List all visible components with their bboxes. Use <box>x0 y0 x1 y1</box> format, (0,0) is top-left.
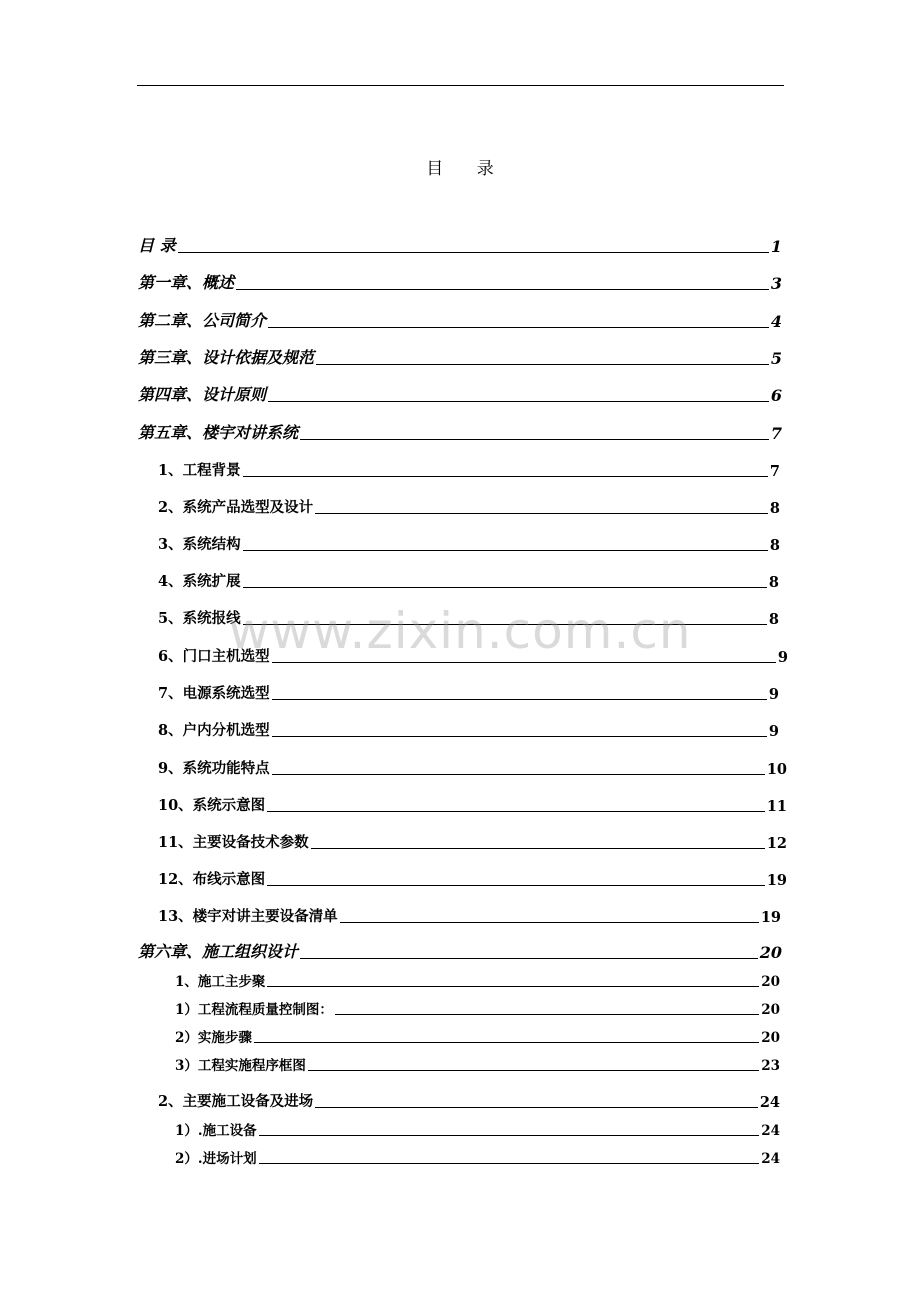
toc-entry-label: 11、主要设备技术参数 <box>158 834 309 851</box>
toc-leader <box>315 1107 758 1108</box>
toc-entry-label: 1、工程背景 <box>158 462 241 479</box>
toc-entry-section-5-8[interactable] <box>158 718 779 740</box>
toc-entry-section-5-4[interactable] <box>158 569 779 591</box>
toc-entry-label: 第三章、设计依据及规范 <box>138 348 315 367</box>
toc-leader <box>315 513 768 514</box>
toc-leader <box>340 922 759 923</box>
toc-entry-label: 4、系统扩展 <box>158 573 241 590</box>
toc-entry-label: 9、系统功能特点 <box>158 760 270 777</box>
toc-entry-label: 1、施工主步聚 <box>175 974 266 990</box>
toc-entry-label: 第五章、楼宇对讲系统 <box>138 423 299 442</box>
toc-entry-page: 19 <box>760 909 781 926</box>
toc-leader <box>335 1014 759 1015</box>
toc-entry-label: 3）工程实施程序框图 <box>175 1058 306 1074</box>
toc-entry-page: 8 <box>769 537 780 554</box>
toc-entry-page: 20 <box>761 1030 780 1046</box>
toc-entry-page: 4 <box>770 312 782 331</box>
toc-leader <box>316 364 769 365</box>
toc-entry-chapter-4[interactable] <box>138 383 782 405</box>
toc-entry-chapter-6[interactable] <box>138 940 782 962</box>
toc-entry-label: 12、布线示意图 <box>158 871 266 888</box>
toc-entry-chapter-1[interactable] <box>138 271 782 293</box>
toc-entry-section-5-2[interactable] <box>158 495 780 517</box>
watermark: www.zixin.com.cn <box>228 602 692 660</box>
toc-entry-label: 5、系统报线 <box>158 610 241 627</box>
toc-entry-label: 2）实施步骤 <box>175 1030 252 1046</box>
toc-leader <box>236 289 769 290</box>
toc-entry-page: 23 <box>761 1058 780 1074</box>
toc-entry-subsection-6-1-3[interactable] <box>175 1052 780 1074</box>
toc-entry-subsection-6-2-1[interactable] <box>175 1117 780 1139</box>
toc-entry-page: 19 <box>766 872 787 889</box>
toc-entry-label: 6、门口主机选型 <box>158 648 270 665</box>
toc-entry-page: 20 <box>761 1002 780 1018</box>
toc-leader <box>268 401 769 402</box>
toc-entry-subsection-6-1-1[interactable] <box>175 996 780 1018</box>
toc-leader <box>272 662 776 663</box>
toc-entry-section-5-12[interactable] <box>158 867 787 889</box>
toc-leader <box>308 1070 759 1071</box>
toc-entry-page: 10 <box>766 761 787 778</box>
toc-leader <box>243 476 768 477</box>
toc-entry-label: 2、系统产品选型及设计 <box>158 499 314 516</box>
toc-leader <box>272 699 767 700</box>
toc-entry-page: 20 <box>761 974 780 990</box>
toc-entry-page: 3 <box>770 274 782 293</box>
toc-leader <box>243 587 767 588</box>
toc-entry-section-6-1[interactable] <box>175 968 780 990</box>
toc-entry-label: 目 录 <box>138 236 176 255</box>
toc-entry-page: 8 <box>768 611 779 628</box>
toc-leader <box>259 1135 760 1136</box>
toc-leader <box>268 327 769 328</box>
toc-entry-subsection-6-1-2[interactable] <box>175 1024 780 1046</box>
toc-entry-page: 1 <box>770 237 782 256</box>
toc-entry-page: 5 <box>770 349 782 368</box>
toc-entry-label: 第二章、公司简介 <box>138 311 267 330</box>
toc-leader <box>267 811 765 812</box>
toc-leader <box>178 252 769 253</box>
toc-entry-page: 11 <box>766 798 787 815</box>
toc-entry-page: 24 <box>761 1123 780 1139</box>
toc-entry-page: 9 <box>768 686 779 703</box>
toc-entry-label: 第四章、设计原则 <box>138 385 267 404</box>
toc-entry-section-5-10[interactable] <box>158 793 787 815</box>
toc-entry-section-5-13[interactable] <box>158 904 781 926</box>
toc-entry-section-5-3[interactable] <box>158 532 780 554</box>
toc-entry-label: 3、系统结构 <box>158 536 241 553</box>
toc-entry-label: 2、主要施工设备及进场 <box>158 1093 314 1110</box>
toc-title: 目 录 <box>426 159 508 179</box>
toc-entry-subsection-6-2-2[interactable] <box>175 1145 780 1167</box>
toc-entry-page: 7 <box>770 424 782 443</box>
toc-entry-section-5-1[interactable] <box>158 458 780 480</box>
toc-entry-toc[interactable] <box>138 234 782 256</box>
toc-leader <box>300 958 758 959</box>
toc-entry-page: 9 <box>768 723 779 740</box>
toc-leader <box>259 1163 760 1164</box>
toc-entry-section-5-9[interactable] <box>158 756 787 778</box>
toc-entry-page: 6 <box>770 386 782 405</box>
toc-entry-page: 8 <box>769 500 780 517</box>
toc-leader <box>254 1042 759 1043</box>
toc-entry-label: 1）.施工设备 <box>175 1123 257 1139</box>
toc-leader <box>272 736 767 737</box>
toc-leader <box>267 986 759 987</box>
toc-entry-page: 24 <box>759 1094 780 1111</box>
toc-entry-label: 第六章、施工组织设计 <box>138 942 299 961</box>
toc-entry-label: 13、楼宇对讲主要设备清单 <box>158 908 338 925</box>
toc-entry-chapter-3[interactable] <box>138 346 782 368</box>
toc-entry-label: 1）工程流程质量控制图： <box>175 1002 333 1018</box>
toc-entry-section-5-11[interactable] <box>158 830 787 852</box>
toc-entry-page: 8 <box>768 574 779 591</box>
toc-leader <box>243 550 768 551</box>
toc-entry-page: 24 <box>761 1151 780 1167</box>
toc-entry-label: 2）.进场计划 <box>175 1151 257 1167</box>
toc-entry-page: 7 <box>769 463 780 480</box>
toc-entry-section-5-7[interactable] <box>158 681 779 703</box>
toc-leader <box>243 624 767 625</box>
toc-leader <box>311 848 765 849</box>
toc-leader <box>272 774 765 775</box>
toc-leader <box>267 885 765 886</box>
toc-entry-page: 20 <box>759 943 782 962</box>
toc-entry-chapter-2[interactable] <box>138 309 782 331</box>
toc-leader <box>300 439 769 440</box>
toc-entry-chapter-5[interactable] <box>138 421 782 443</box>
toc-entry-label: 8、户内分机选型 <box>158 722 270 739</box>
toc-entry-label: 7、电源系统选型 <box>158 685 270 702</box>
toc-entry-page: 9 <box>777 649 788 666</box>
toc-entry-page: 12 <box>766 835 787 852</box>
toc-entry-section-5-6[interactable] <box>158 644 788 666</box>
toc-entry-section-6-2[interactable] <box>158 1089 780 1111</box>
toc-entry-label: 10、系统示意图 <box>158 797 266 814</box>
toc-entry-label: 第一章、概述 <box>138 273 235 292</box>
toc-entry-section-5-5[interactable] <box>158 606 779 628</box>
